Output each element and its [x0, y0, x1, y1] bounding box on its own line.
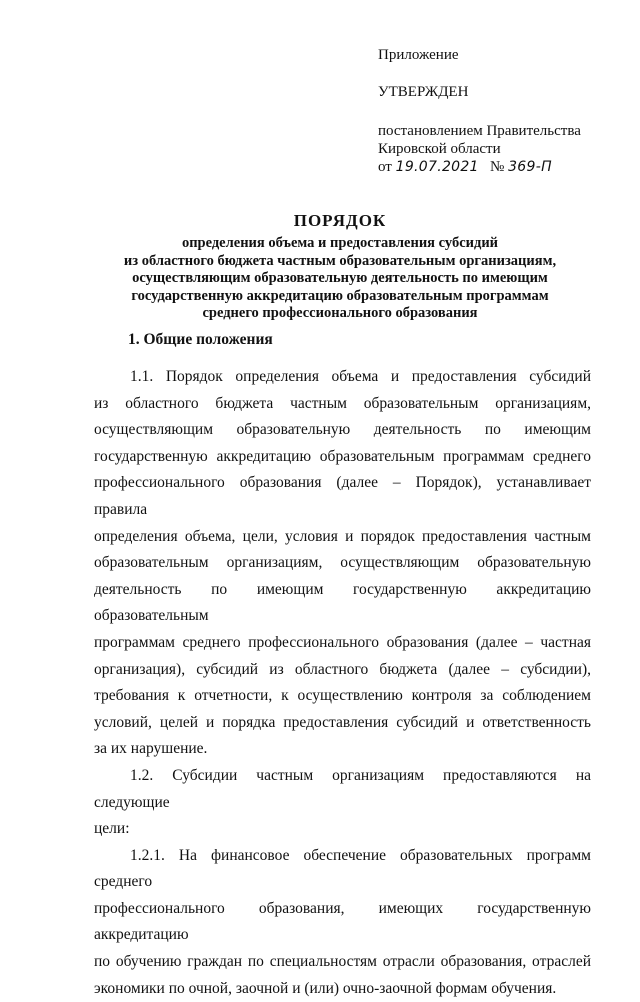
- text-line: цели:: [94, 820, 130, 838]
- text-line: 1.1. Порядок определения объема и предоставления субсидий: [130, 368, 591, 385]
- document-body: [94, 364, 591, 1002]
- subtitle-line: государственную аккредитацию образовательным программам: [131, 287, 549, 304]
- text-line: определения объема, цели, условия и порядок предоставления частным: [94, 527, 591, 545]
- text-line: 1.2.1. На финансовое обеспечение образовательных программ среднего: [94, 846, 591, 891]
- decree-line-1: постановлением Правительства: [378, 123, 581, 139]
- document-subtitle: [60, 235, 620, 323]
- text-line: профессионального образования, имеющих государственную аккредитацию: [94, 899, 591, 944]
- subtitle-line: из областного бюджета частным образовательным организациям,: [123, 252, 557, 269]
- approval-stamp: [378, 46, 581, 176]
- handwritten-number: 369-П: [508, 159, 552, 175]
- subtitle-line: среднего профессионального образования: [202, 305, 478, 321]
- subtitle-line: осуществляющим образовательную деятельность по имеющим: [132, 270, 548, 286]
- text-line: государственную аккредитацию образовательным программам среднего: [94, 447, 591, 465]
- text-line: экономики по очной, заочной и (или) очно-заочной формам обучения.: [94, 979, 557, 997]
- text-line: деятельность по имеющим государственную аккредитацию образовательным: [94, 580, 591, 625]
- document-title: ПОРЯДОК: [293, 211, 387, 230]
- text-line: за их нарушение.: [94, 740, 208, 758]
- from-label: от: [378, 159, 392, 175]
- paragraph-1-1: [94, 364, 591, 763]
- approved-label: УТВЕРЖДЕН: [378, 84, 469, 100]
- paragraph-1-2-1: [94, 843, 591, 1002]
- appendix-label: Приложение: [378, 47, 459, 63]
- text-line: профессионального образования (далее – Порядок), устанавливает правила: [94, 474, 591, 518]
- text-line: образовательным организациям, осуществляющим образовательную: [94, 554, 591, 572]
- subtitle-line: определения объема и предоставления субсидий: [181, 235, 499, 251]
- text-line: организация), субсидий из областного бюджета (далее – субсидии),: [94, 660, 591, 678]
- text-line: из областного бюджета частным образовательным организациям,: [94, 394, 591, 412]
- text-line: осуществляющим образовательную деятельность по имеющим: [94, 421, 591, 439]
- text-line: условий, целей и порядка предоставления субсидий и ответственность: [94, 713, 591, 731]
- section-heading: 1. Общие положения: [128, 331, 273, 348]
- handwritten-date: 19.07.2021: [395, 159, 479, 175]
- paragraph-1-2: [94, 763, 591, 843]
- text-line: программам среднего профессионального образования (далее – частная: [94, 633, 591, 651]
- decree-line-2: Кировской области: [378, 141, 501, 157]
- title-block: [60, 211, 620, 323]
- text-line: по обучению граждан по специальностям отрасли образования, отраслей: [94, 953, 591, 971]
- text-line: требования к отчетности, к осуществлению контроля за соблюдением: [94, 687, 591, 705]
- number-label: №: [490, 159, 505, 175]
- text-line: 1.2. Субсидии частным организациям предоставляются на следующие: [94, 766, 591, 811]
- decree-date-number: [378, 158, 581, 176]
